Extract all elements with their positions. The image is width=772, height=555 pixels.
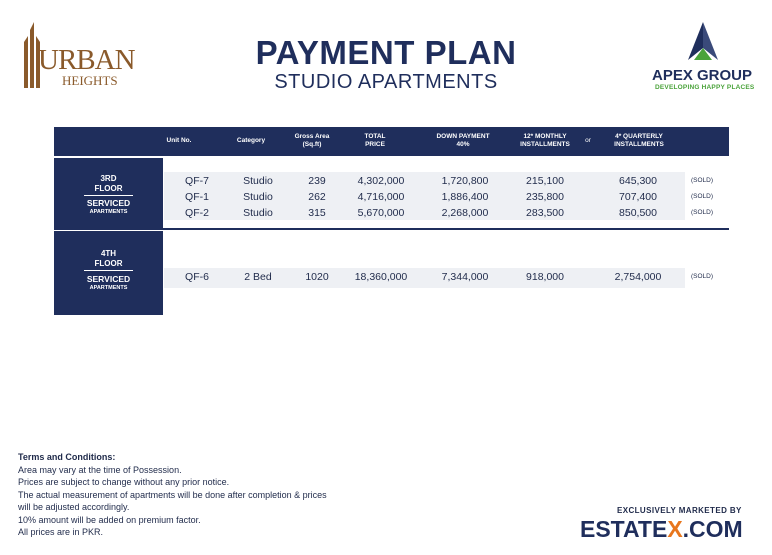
gross-area: 315 [308, 207, 326, 219]
floor-4-block [54, 231, 163, 315]
down-payment: 2,268,000 [441, 207, 489, 219]
down-payment: 1,720,800 [441, 175, 489, 187]
floor-4-label [54, 249, 163, 269]
apex-group-logo [640, 20, 768, 100]
down-payment: 7,344,000 [441, 271, 489, 283]
monthly-installment: 235,800 [526, 191, 564, 203]
floor-4-label-line1: 4TH [100, 249, 117, 258]
total-price: 4,302,000 [357, 175, 405, 187]
estatex-brand-x: X [667, 516, 683, 542]
status-badge: (SOLD) [691, 273, 714, 280]
floor-3-apartments: APARTMENTS [89, 209, 128, 215]
header-monthly-line1: 12* MONTHLY [523, 133, 567, 140]
table-header [54, 127, 729, 156]
total-price: 18,360,000 [354, 271, 408, 283]
terms-heading: Terms and Conditions: [18, 452, 116, 462]
status-badge: (SOLD) [691, 193, 714, 200]
estatex-brand-pre: ESTATE [580, 516, 668, 542]
terms-line: will be adjusted accordingly. [18, 502, 130, 512]
header-total-price [350, 133, 400, 149]
floor-3-label-line1: 3RD [100, 174, 117, 183]
unit-no: QF-6 [185, 271, 209, 283]
apex-group-tagline: DEVELOPING HAPPY PLACES [655, 84, 755, 91]
apex-group-name: APEX GROUP [652, 67, 753, 84]
estatex-brand-post: .COM [682, 516, 743, 542]
monthly-installment: 215,100 [526, 175, 564, 187]
gross-area: 262 [308, 191, 326, 203]
header-gross-area [282, 133, 342, 149]
header-or: or [585, 137, 591, 144]
header-category: Category [236, 137, 266, 144]
unit-no: QF-1 [185, 191, 209, 203]
terms-line: 10% amount will be added on premium factor. [18, 514, 201, 525]
urban-logo-text: URBAN [38, 44, 135, 76]
gross-area: 1020 [305, 271, 329, 283]
terms-line: Area may vary at the time of Possession. [18, 464, 182, 475]
floor-3-label-line2: FLOOR [94, 184, 123, 193]
gross-area: 239 [308, 175, 326, 187]
estatex-logo [580, 516, 743, 543]
unit-no: QF-2 [185, 207, 209, 219]
floor-divider [54, 228, 729, 230]
total-price: 4,716,000 [357, 191, 405, 203]
quarterly-installment: 2,754,000 [614, 271, 662, 283]
floor-3-divider-line [84, 195, 133, 196]
quarterly-installment: 645,300 [619, 175, 657, 187]
terms-line: All prices are in PKR. [18, 527, 104, 537]
heights-logo-text: HEIGHTS [62, 73, 118, 88]
page-title: PAYMENT PLAN [255, 34, 517, 71]
header-quarterly [606, 133, 672, 149]
header-quarterly-line2: INSTALLMENTS [614, 141, 664, 148]
down-payment: 1,886,400 [441, 191, 489, 203]
floor-4-apartments: APARTMENTS [89, 285, 128, 291]
terms-line: Prices are subject to change without any prior notice. [18, 477, 230, 487]
monthly-installment: 918,000 [526, 271, 564, 283]
monthly-installment: 283,500 [526, 207, 564, 219]
header-total-price-line1: TOTAL [364, 133, 386, 140]
unit-no: QF-7 [185, 175, 209, 187]
status-badge: (SOLD) [691, 209, 714, 216]
marketed-by-label: EXCLUSIVELY MARKETED BY [617, 506, 742, 515]
header-down-payment-line1: DOWN PAYMENT [436, 133, 490, 140]
page-subtitle: STUDIO APARTMENTS [274, 71, 498, 93]
quarterly-installment: 707,400 [619, 191, 657, 203]
header-gross-area-line2: (Sq.ft) [302, 141, 322, 148]
category: Studio [243, 207, 273, 219]
floor-4-serviced: SERVICED [86, 274, 131, 284]
category: 2 Bed [244, 271, 272, 283]
floor-3-serviced: SERVICED [86, 198, 131, 208]
total-price: 5,670,000 [357, 207, 405, 219]
floor-3-block [54, 158, 163, 228]
quarterly-installment: 850,500 [619, 207, 657, 219]
header-monthly [512, 133, 578, 149]
header-total-price-line2: PRICE [365, 141, 385, 148]
header-monthly-line2: INSTALLMENTS [520, 141, 570, 148]
terms-and-conditions [18, 451, 327, 539]
header-quarterly-line1: 4* QUARTERLY [615, 133, 663, 140]
floor-4-label-line2: FLOOR [94, 259, 123, 268]
category: Studio [243, 175, 273, 187]
status-badge: (SOLD) [691, 177, 714, 184]
category: Studio [243, 191, 273, 203]
header-down-payment [428, 133, 498, 149]
terms-line: The actual measurement of apartments will be done after completion & prices [18, 489, 327, 500]
header-unit-no: Unit No. [166, 137, 192, 144]
floor-4-divider-line [84, 270, 133, 271]
header-gross-area-line1: Gross Area [294, 133, 330, 140]
floor-3-label [54, 174, 163, 194]
header-down-payment-line2: 40% [456, 141, 470, 148]
apex-triangle-icon [680, 20, 726, 64]
